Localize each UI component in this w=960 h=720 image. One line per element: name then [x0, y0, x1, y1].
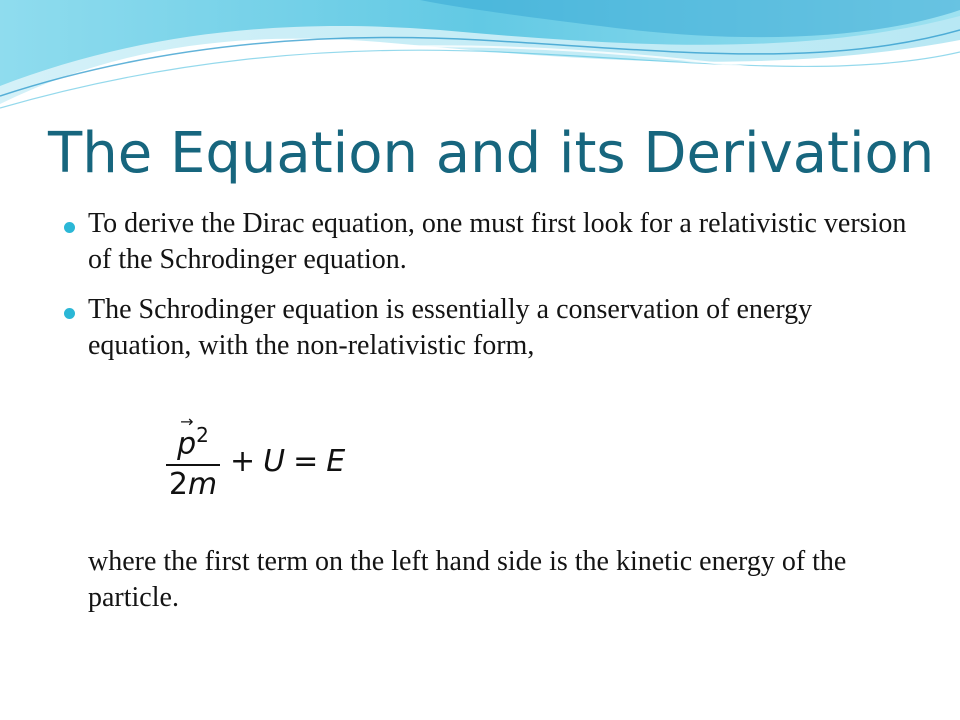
bullet-text: To derive the Dirac equation, one must first look for a relativistic version of the Schrodinger equation.	[88, 208, 907, 275]
potential-variable: U	[263, 443, 286, 479]
mass-variable: m	[187, 467, 218, 502]
equation-explanation: where the first term on the left hand side is the kinetic energy of the particle.	[88, 546, 847, 613]
exponent: 2	[196, 423, 209, 447]
energy-variable: E	[326, 443, 346, 479]
fraction-denominator	[169, 466, 217, 504]
bullet-text: The Schrodinger equation is essentially a conservation of energy equation, with the non-relativistic form,	[88, 294, 813, 361]
bullet-item	[64, 206, 914, 278]
plus-operator: +	[230, 443, 256, 479]
bullet-list	[64, 206, 914, 378]
vector-arrow-icon: →	[180, 412, 194, 431]
wave-header-decoration	[0, 0, 960, 120]
bullet-dot-icon	[64, 308, 75, 319]
kinetic-energy-fraction	[166, 412, 220, 504]
equals-operator: =	[293, 443, 319, 479]
bullet-item	[64, 292, 914, 364]
denominator-coefficient: 2	[168, 467, 188, 502]
slide-title: The Equation and its Derivation	[48, 121, 935, 186]
bullet-dot-icon	[64, 222, 75, 233]
energy-equation	[166, 412, 349, 504]
momentum-variable: p	[177, 427, 197, 462]
fraction-numerator	[173, 412, 213, 464]
